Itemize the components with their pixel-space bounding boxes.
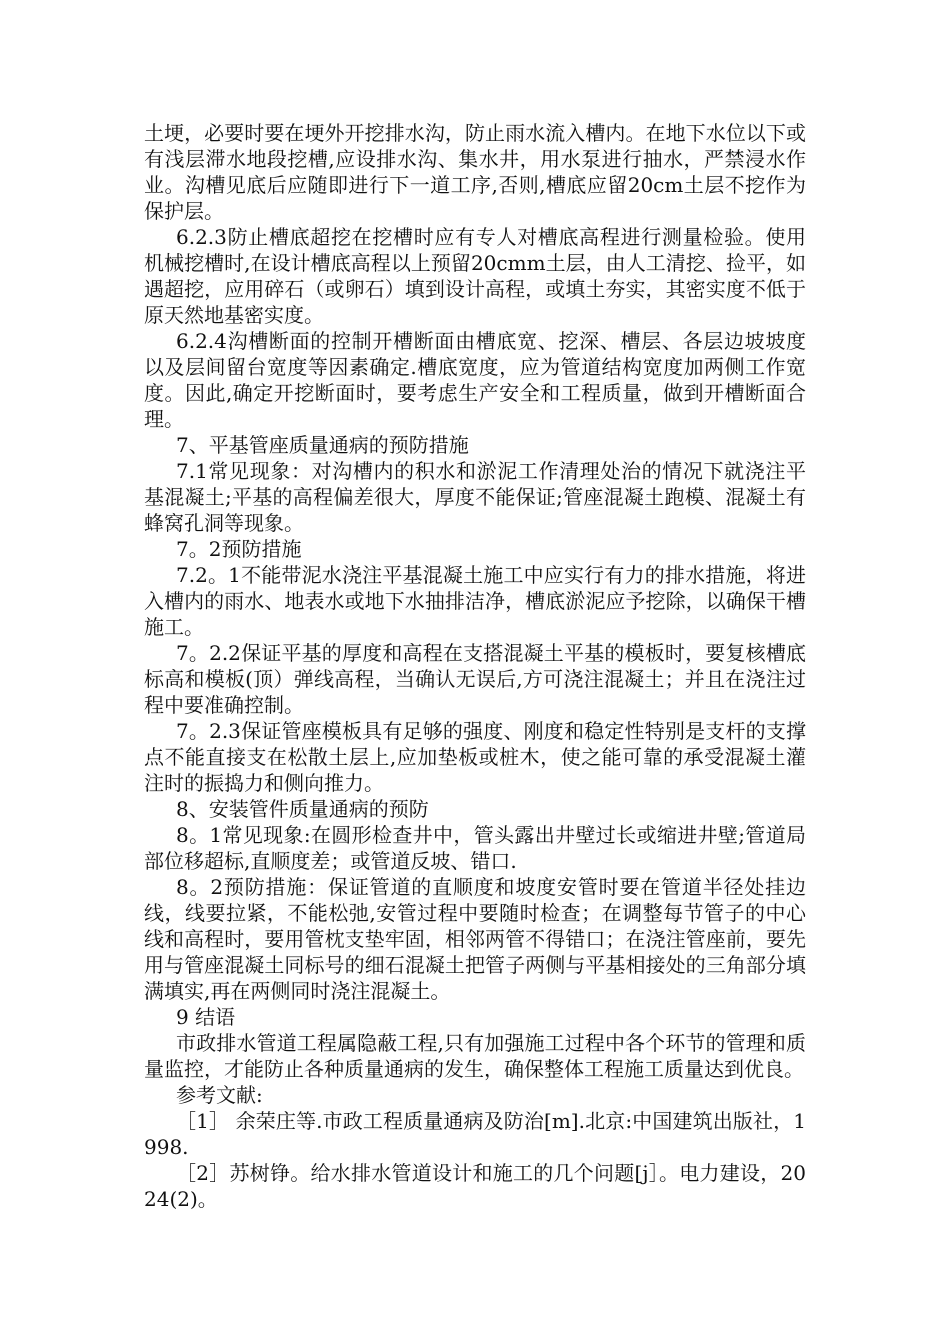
reference-item-1: ［1］ 余荣庄等.市政工程质量通病及防治[m].北京:中国建筑出版社，1998. [144, 1109, 806, 1159]
paragraph-6-2-4: 6.2.4沟槽断面的控制开槽断面由槽底宽、挖深、槽层、各层边坡坡度以及层间留台宽度等因素确定.槽底宽度，应为管道结构宽度加两侧工作宽度。因此,确定开挖断面时，要考虑生产安全和工程质量，做到开槽断面合理。 [144, 329, 806, 431]
paragraph-8-1: 8。1常见现象:在圆形检查井中，管头露出井壁过长或缩进井壁;管道局部位移超标,直顺度差；或管道反坡、错口. [144, 823, 806, 873]
section-heading-9: 9 结语 [176, 1005, 236, 1029]
subheading-7-2: 7。2预防措施 [176, 537, 302, 561]
section-heading-7: 7、平基管座质量通病的预防措施 [176, 433, 469, 457]
document-body [144, 120, 806, 1212]
paragraph-trench-drainage: 土埂，必要时要在埂外开挖排水沟，防止雨水流入槽内。在地下水位以下或有浅层滞水地段挖槽,应设排水沟、集水井，用水泵进行抽水，严禁浸水作业。沟槽见底后应随即进行下一道工序,否则,槽底应留20cm土层不挖作为保护层。 [144, 121, 806, 223]
references-heading: 参考文献: [176, 1083, 263, 1107]
paragraph-7-2-2: 7。2.2保证平基的厚度和高程在支搭混凝土平基的模板时，要复核槽底标高和模板(顶）弹线高程，当确认无误后,方可浇注混凝土；并且在浇注过程中要准确控制。 [144, 641, 806, 717]
paragraph-6-2-3: 6.2.3防止槽底超挖在挖槽时应有专人对槽底高程进行测量检验。使用机械挖槽时,在设计槽底高程以上预留20cmm土层，由人工清挖、捡平，如遇超挖，应用碎石（或卵石）填到设计高程，或填土夯实，其密实度不低于原天然地基密实度。 [144, 225, 806, 327]
paragraph-7-2-3: 7。2.3保证管座模板具有足够的强度、刚度和稳定性特别是支杆的支撑点不能直接支在松散土层上,应加垫板或桩木，使之能可靠的承受混凝土灌注时的振捣力和侧向推力。 [144, 719, 806, 795]
paragraph-7-1: 7.1常见现象：对沟槽内的积水和淤泥工作清理处治的情况下就浇注平基混凝土;平基的高程偏差很大，厚度不能保证;管座混凝土跑模、混凝土有蜂窝孔洞等现象。 [144, 459, 806, 535]
paragraph-conclusion: 市政排水管道工程属隐蔽工程,只有加强施工过程中各个环节的管理和质量监控，才能防止各种质量通病的发生，确保整体工程施工质量达到优良。 [144, 1031, 806, 1081]
section-heading-8: 8、安装管件质量通病的预防 [176, 797, 429, 821]
reference-item-2: ［2］苏树铮。给水排水管道设计和施工的几个问题[j］。电力建设，2024(2)。 [144, 1161, 806, 1211]
paragraph-7-2-1: 7.2。1不能带泥水浇注平基混凝土施工中应实行有力的排水措施，将进入槽内的雨水、地表水或地下水抽排洁净，槽底淤泥应予挖除，以确保干槽施工。 [144, 563, 806, 639]
paragraph-8-2: 8。2预防措施：保证管道的直顺度和坡度安管时要在管道半径处挂边线，线要拉紧，不能松弛,安管过程中要随时检查；在调整每节管子的中心线和高程时，要用管枕支垫牢固，相邻两管不得错口；在浇注管座前，要先用与管座混凝土同标号的细石混凝土把管子两侧与平基相接处的三角部分填满填实,再在两侧同时浇注混凝土。 [144, 875, 806, 1003]
